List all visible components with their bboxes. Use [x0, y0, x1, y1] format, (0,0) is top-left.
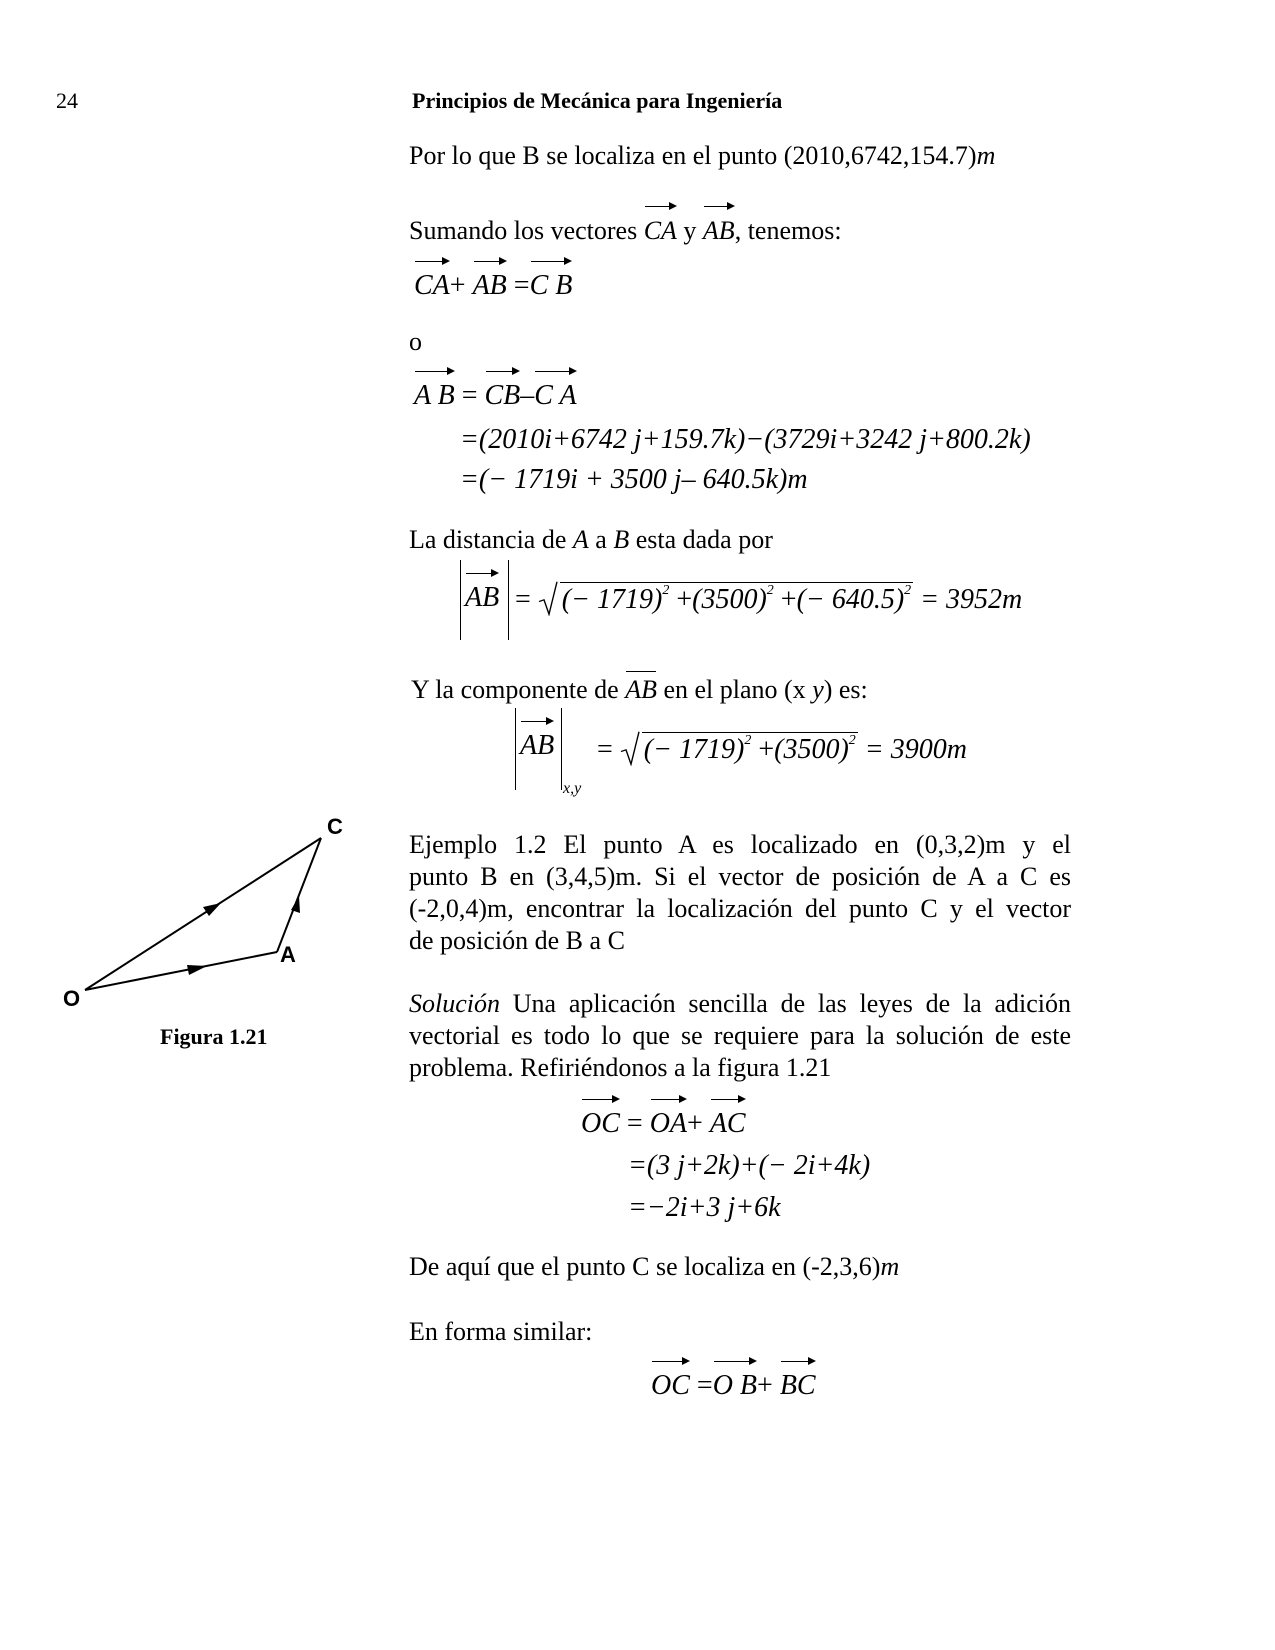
- eq-equals: =: [513, 270, 530, 301]
- component-text-1: Y la componente de: [411, 675, 626, 704]
- mag1-term-3: (− 640.5): [796, 584, 905, 615]
- solution-paragraph: [409, 988, 1071, 1084]
- magnitude-ab-vector: [465, 582, 499, 614]
- magnitude-xy-equation: [597, 730, 967, 766]
- component-text-3: ) es:: [823, 675, 868, 704]
- b-location-text: Por lo que B se localiza en el punto (2010,6742,154.7): [409, 141, 977, 170]
- c-location-text: De aquí que el punto C se localiza en (-2,3,6): [409, 1252, 881, 1281]
- eq2-equals: =: [461, 380, 478, 411]
- mag2-exp-1: 2: [744, 733, 752, 748]
- equation-line-3: =(2010i+6742 j+159.7k)−(3729i+3242 j+800.2k): [460, 424, 1031, 455]
- mag2-term-2: (3500): [774, 734, 849, 765]
- eq2-vector-ca: C A: [534, 380, 577, 411]
- connector-y: y: [683, 216, 703, 245]
- eq6-vector-oc: OC: [651, 1370, 690, 1401]
- square-root-2: (− $1719)^2 +(3500)^2$: [620, 730, 858, 766]
- mag2-equals: =: [597, 734, 613, 765]
- sum-intro-line: [409, 215, 842, 247]
- equation-oc-ob-bc: [651, 1370, 816, 1402]
- or-word: o: [409, 327, 422, 356]
- eq-vector-cb: C B: [529, 270, 573, 301]
- figure-label-o: O: [63, 986, 81, 1011]
- distance-point-a: A: [572, 525, 589, 554]
- distance-text-2: a: [588, 525, 614, 554]
- equation-oc-line-3: =−2i+3 j+6k: [628, 1192, 781, 1223]
- eq-vector-ca: CA: [414, 270, 450, 301]
- eq2-vector-ab: A B: [414, 380, 455, 411]
- eq6-plus: +: [757, 1370, 773, 1401]
- figure-caption: Figura 1.21: [160, 1024, 268, 1049]
- figure-1-21-diagram: [55, 810, 355, 1030]
- abs-bar-left-2: [515, 708, 516, 790]
- mag1-vector-ab: AB: [465, 582, 500, 613]
- example-line-3: (-2,0,4)m, encontrar la localización del punto C y el vector: [409, 894, 1071, 923]
- example-line-2: punto B en (3,4,5)m. Si el vector de posición de A a C es: [409, 862, 1071, 891]
- abs-bar-right-2: [561, 708, 562, 790]
- example-line-1: Ejemplo 1.2 El punto A es localizado en (0,3,2)m y el: [409, 830, 1071, 859]
- eq5-vector-ac: AC: [709, 1108, 746, 1139]
- equation-oc: [581, 1108, 746, 1140]
- arrow-oa-icon: [187, 965, 207, 975]
- mag2-vector-ab: AB: [520, 730, 555, 761]
- mag2-term-1: (− 1719): [643, 734, 745, 765]
- component-intro: [411, 674, 868, 706]
- b-location-line: [409, 140, 995, 172]
- c-location-unit: m: [880, 1252, 900, 1281]
- mag1-exp-2: 2: [766, 583, 774, 598]
- subscript-xy: x,y: [563, 780, 582, 797]
- c-location-line: [409, 1251, 899, 1283]
- eq-plus: +: [449, 270, 466, 301]
- magnitude-xy-vector: [520, 730, 554, 762]
- distance-intro: [409, 524, 773, 556]
- solution-word: Solución: [409, 989, 500, 1018]
- page-number: 24: [56, 88, 78, 113]
- eq6-equals: =: [696, 1370, 713, 1401]
- eq2-minus: –: [520, 380, 535, 411]
- component-y: y: [812, 675, 824, 704]
- equation-oc-line-2: =(3 j+2k)+(− 2i+4k): [628, 1150, 871, 1181]
- equation-line-4: =(− 1719i + 3500 j– 640.5k)m: [460, 464, 808, 495]
- sum-intro-text: Sumando los vectores: [409, 216, 644, 245]
- radical-sign-icon: [538, 580, 558, 616]
- radical-sign-icon: [620, 730, 640, 766]
- mag1-term-1: (− 1719): [561, 584, 663, 615]
- sum-intro-end: , tenemos:: [734, 216, 842, 245]
- mag1-term-2: (3500): [692, 584, 767, 615]
- eq6-vector-ob: O B: [712, 1370, 758, 1401]
- arrow-oc-icon: [203, 903, 221, 916]
- magnitude-ab-equation: [515, 580, 1022, 616]
- distance-text-3: esta dada por: [629, 525, 773, 554]
- vector-ab: AB: [702, 216, 735, 245]
- eq6-vector-bc: BC: [779, 1370, 816, 1401]
- eq5-vector-oa: OA: [649, 1108, 688, 1139]
- figure-label-a: A: [280, 942, 296, 967]
- figure-label-c: C: [327, 814, 343, 839]
- mag1-exp-1: 2: [662, 583, 670, 598]
- eq2-vector-cb: CB: [484, 380, 521, 411]
- abs-bar-right-1: [508, 560, 509, 640]
- solution-line-2: vectorial es todo lo que se requiere para la solución de este: [409, 1021, 1071, 1050]
- eq5-equals: =: [626, 1108, 643, 1139]
- component-vector-ab: AB: [625, 675, 657, 704]
- mag1-exp-3: 2: [904, 583, 912, 598]
- square-root: (− $1719)^2 +(3500)^2$ +(− 640.5)$^2$: [538, 580, 913, 616]
- eq-vector-ab: AB: [472, 270, 507, 301]
- similar-form-line: En forma similar:: [409, 1317, 593, 1346]
- running-title: Principios de Mecánica para Ingeniería: [412, 88, 783, 113]
- mag2-result: = 3900m: [864, 734, 967, 765]
- vector-ca: CA: [643, 216, 677, 245]
- mag1-equals: =: [515, 584, 531, 615]
- equation-sum: [414, 270, 572, 302]
- distance-point-b: B: [613, 525, 630, 554]
- vector-ac-line: [277, 838, 321, 952]
- mag1-result: = 3952m: [920, 584, 1023, 615]
- unit: m: [976, 141, 996, 170]
- eq5-plus: +: [687, 1108, 703, 1139]
- abs-bar-left-1: [460, 560, 461, 640]
- mag2-exp-2: 2: [848, 733, 856, 748]
- equation-difference: [414, 380, 577, 412]
- component-text-2: en el plano (x: [663, 675, 813, 704]
- solution-line-3: problema. Refiriéndonos a la figura 1.21: [409, 1053, 832, 1082]
- distance-text-1: La distancia de: [409, 525, 573, 554]
- solution-line-1-text: Una aplicación sencilla de las leyes de la adición: [500, 989, 1071, 1018]
- example-paragraph: [409, 829, 1071, 957]
- eq5-vector-oc: OC: [581, 1108, 620, 1139]
- example-line-4: de posición de B a C: [409, 926, 625, 955]
- solution-line-1: [409, 988, 1071, 1020]
